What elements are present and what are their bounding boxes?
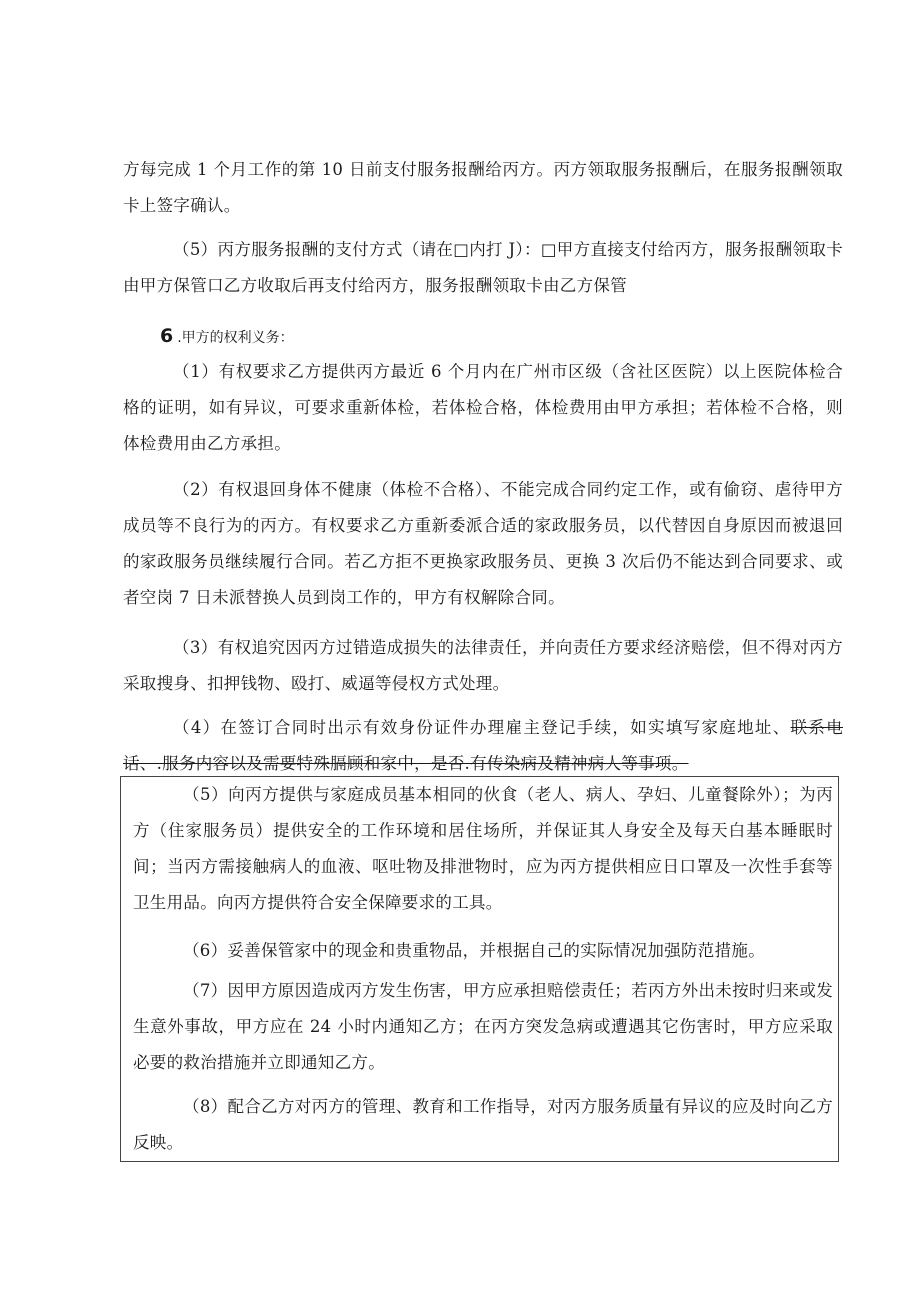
section-heading-party-a-rights (160, 318, 294, 356)
paragraph-obligation-7: （7）因甲方原因造成丙方发生伤害，甲方应承担赔偿责任；若丙方外出未按时归来或发生意外事故，甲方应在 24 小时内通知乙方；在丙方突发急病或遭遇其它伤害时，甲方应采取必要的救治措施并立即通知乙方。 (133, 981, 833, 1072)
bordered-section (120, 776, 839, 1162)
paragraph-right-1: （1）有权要求乙方提供丙方最近 6 个月内在广州市区级（含社区医院）以上医院体检合格的证明，如有异议，可要求重新体检，若体检合格，体检费用由甲方承担；若体检不合格，则体检费用由乙方承担。 (123, 362, 843, 453)
paragraph-right-2: （2）有权退回身体不健康（体检不合格）、不能完成合同约定工作，或有偷窃、虐待甲方成员等不良行为的丙方。有权要求乙方重新委派合适的家政服务员，以代替因自身原因而被退回的家政服务员继续履行合同。若乙方拒不更换家政服务员、更换 3 次后仍不能达到合同要求、或者空岗 7 日未派替换人员到岗工作的，甲方有权解除合同。 (123, 480, 843, 607)
section-number: 6 (160, 325, 174, 347)
paragraph-obligation-8: （8）配合乙方对丙方的管理、教育和工作指导，对丙方服务质量有异议的应及时向乙方反映。 (133, 1097, 833, 1152)
paragraph-right-4 (123, 710, 843, 782)
paragraph-payment-method: （5）丙方服务报酬的支付方式（请在□内打 J）：□甲方直接支付给丙方，服务报酬领取卡由甲方保管口乙方收取后再支付给丙方，服务报酬领取卡由乙方保管 (123, 240, 843, 295)
strikethrough-text: 联系电话、.服务内容以及需要特殊膈顾和家中，是否.有传染病及精神病人等事项。 (123, 718, 843, 773)
paragraph-obligation-6: （6）妥善保管家中的现金和贵重物品，并根据自己的实际情况加强防范措施。 (183, 941, 765, 960)
paragraph-payment-schedule: 方每完成 1 个月工作的第 10 日前支付服务报酬给丙方。丙方领取服务报酬后，在服务报酬领取卡上签字确认。 (123, 160, 843, 215)
paragraph-obligation-5: （5）向丙方提供与家庭成员基本相同的伙食（老人、病人、孕妇、儿童餐除外）；为丙方（住家服务员）提供安全的工作环境和居住场所，并保证其人身安全及每天白基本睡眠时间；当丙方需接触病人的血液、呕吐物及排泄物时，应为丙方提供相应日口罩及一次性手套等卫生用品。向丙方提供符合安全保障要求的工具。 (133, 785, 833, 912)
paragraph-right-4-text: （4）在签订合同时出示有效身份证件办理雇主登记手续，如实填写家庭地址、 (173, 718, 791, 737)
section-title: .甲方的权利义务： (177, 330, 294, 346)
paragraph-right-3: （3）有权追究因丙方过错造成损失的法律责任，并向责任方要求经济赔偿，但不得对丙方采取搜身、扣押钱物、殴打、威逼等侵权方式处理。 (123, 638, 843, 693)
